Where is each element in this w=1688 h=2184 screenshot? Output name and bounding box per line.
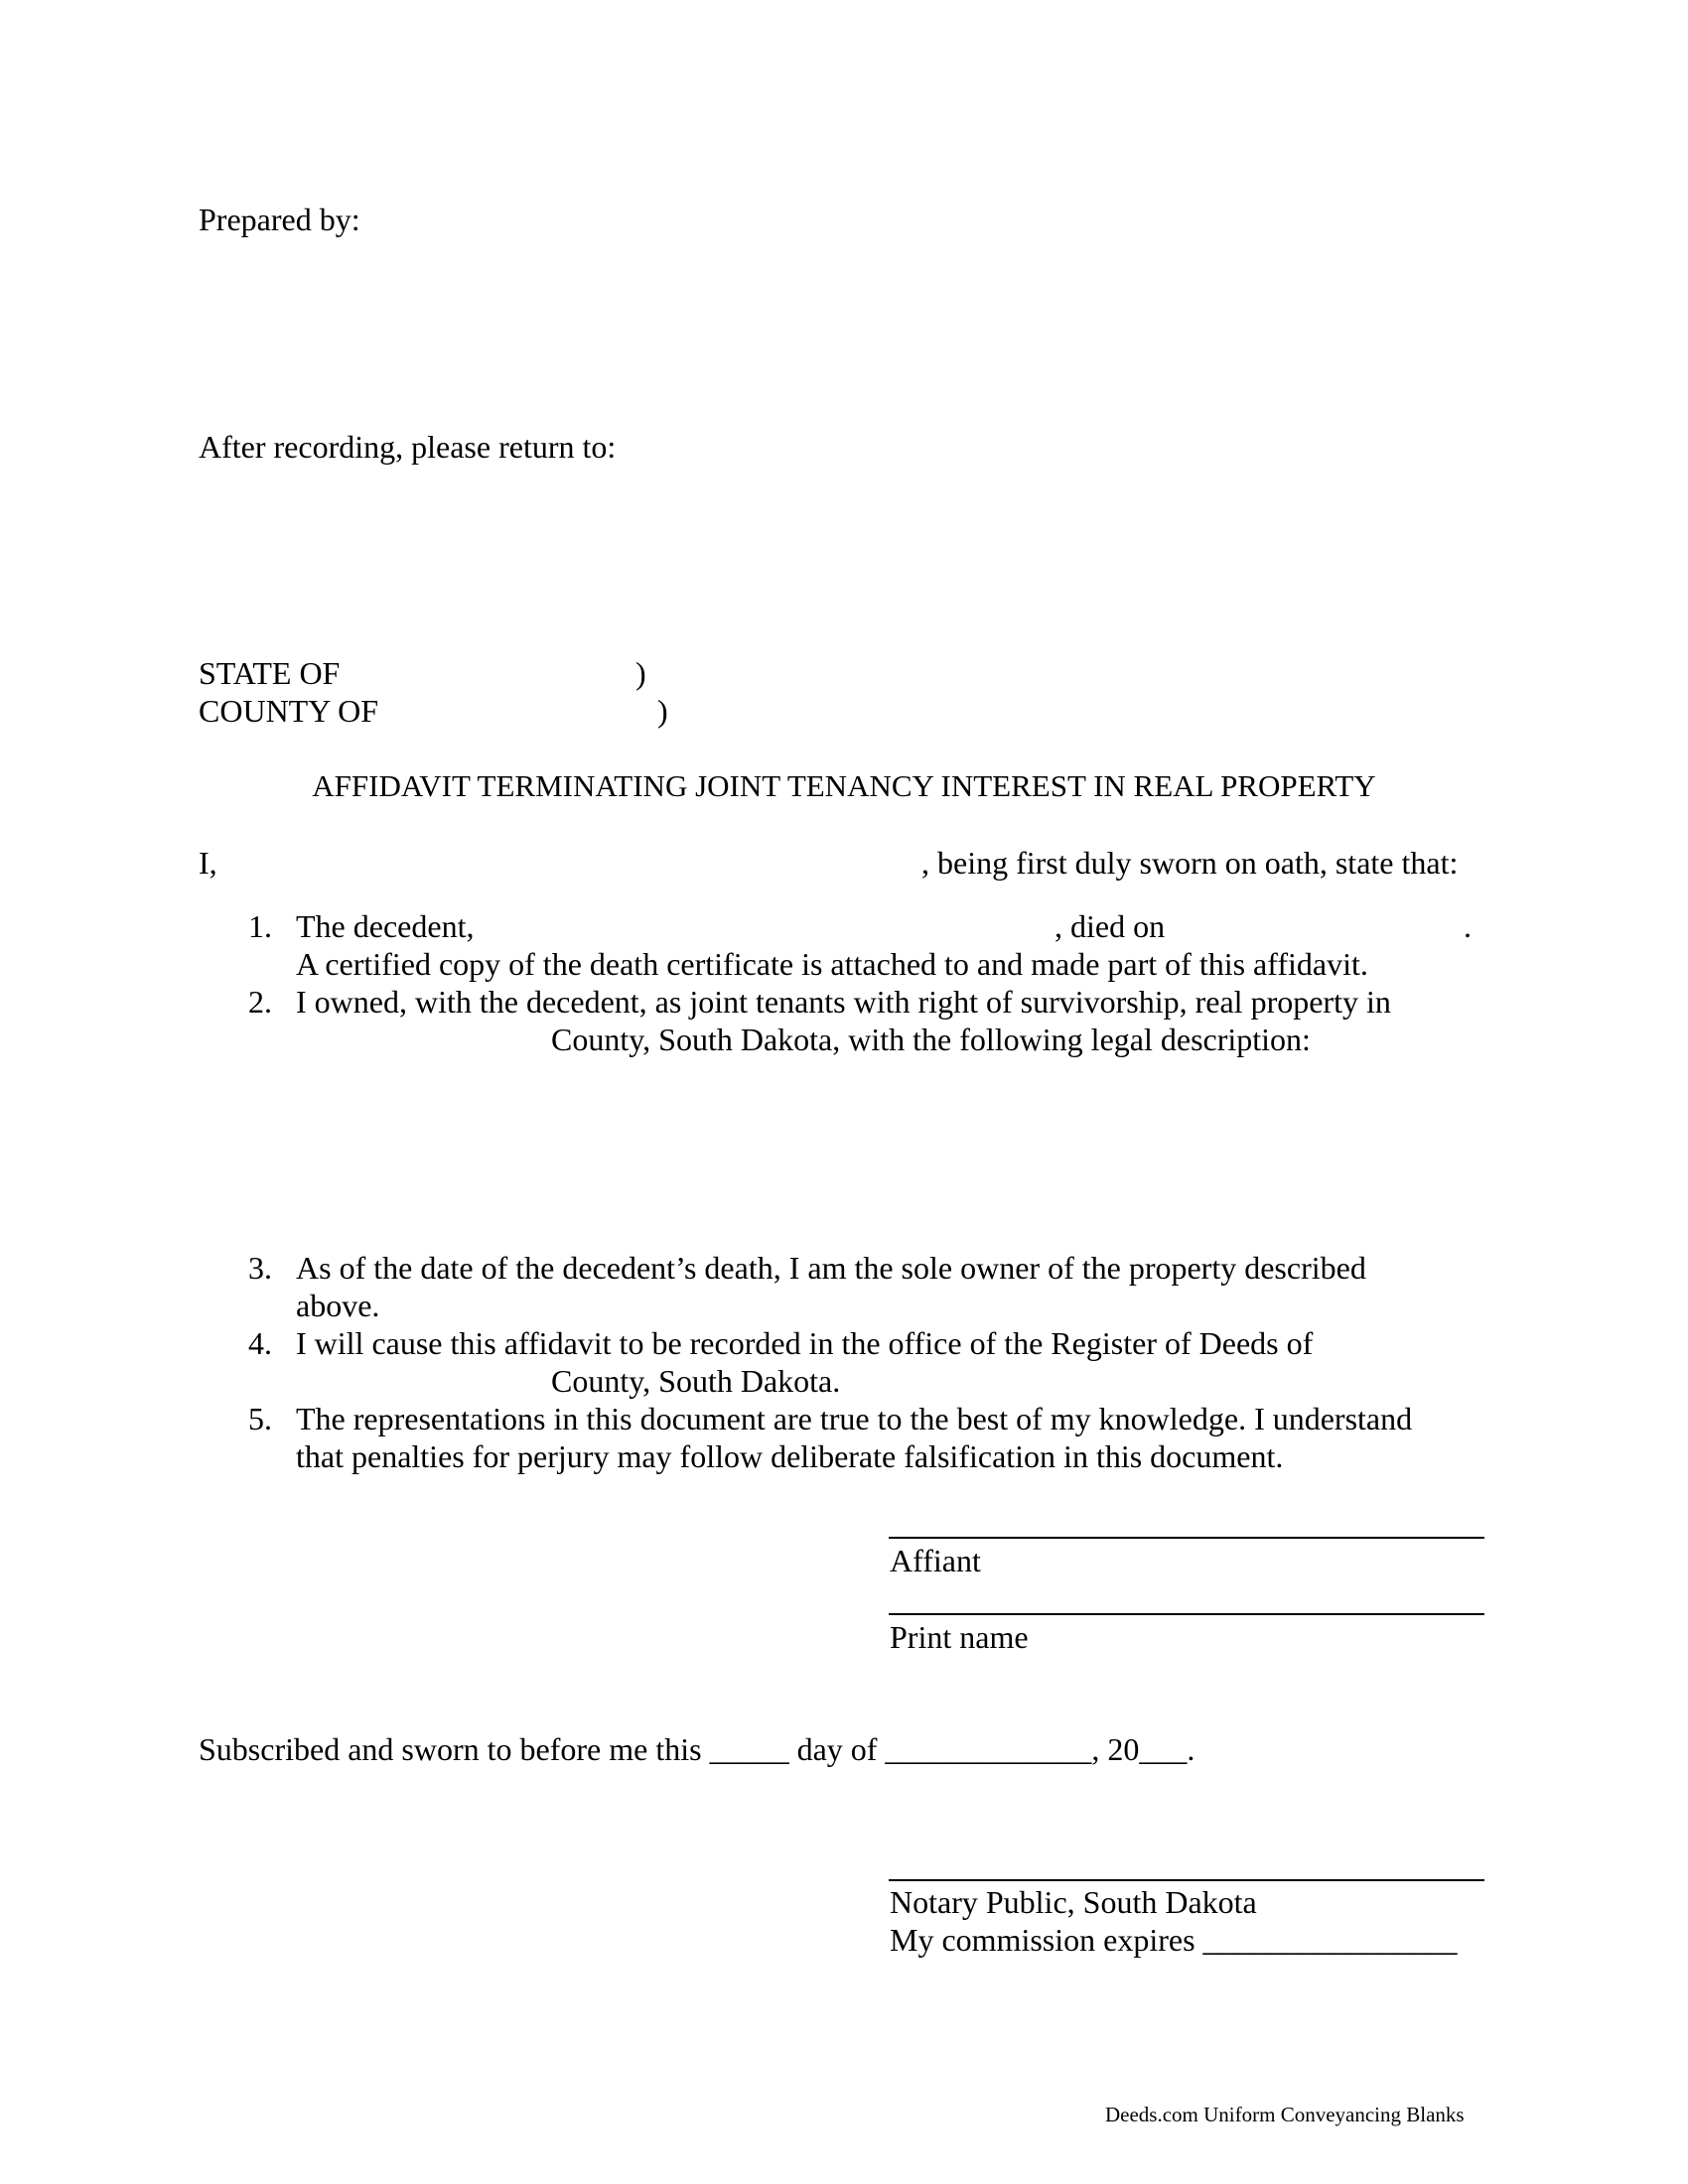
item-4-line2: County, South Dakota. bbox=[551, 1363, 841, 1399]
item-1-number: 1. bbox=[248, 908, 272, 944]
notary-commission: My commission expires ________________ bbox=[890, 1922, 1458, 1958]
county-paren: ) bbox=[657, 693, 668, 729]
notary-signature-line bbox=[889, 1879, 1484, 1881]
print-name-label: Print name bbox=[890, 1619, 1029, 1655]
item-1-prefix: The decedent, bbox=[296, 908, 475, 944]
intro-suffix: , being first duly sworn on oath, state that: bbox=[921, 845, 1459, 881]
item-2-number: 2. bbox=[248, 984, 272, 1020]
item-5-line1: The representations in this document are true to the best of my knowledge. I understand bbox=[296, 1401, 1413, 1436]
footer-credit: Deeds.com Uniform Conveyancing Blanks bbox=[1105, 2103, 1465, 2126]
county-label: COUNTY OF bbox=[199, 693, 379, 729]
notary-title: Notary Public, South Dakota bbox=[890, 1884, 1257, 1920]
item-5-line2: that penalties for perjury may follow deliberate falsification in this document. bbox=[296, 1438, 1284, 1474]
prepared-by-label: Prepared by: bbox=[199, 202, 360, 237]
item-5-number: 5. bbox=[248, 1401, 272, 1436]
jurat-text: Subscribed and sworn to before me this _____ day of _____________, 20___. bbox=[199, 1731, 1196, 1767]
item-1-died-on: , died on bbox=[1055, 908, 1166, 944]
affiant-label: Affiant bbox=[890, 1543, 981, 1578]
item-4-number: 4. bbox=[248, 1325, 272, 1361]
item-3-line2: above. bbox=[296, 1288, 380, 1323]
item-3-number: 3. bbox=[248, 1250, 272, 1286]
state-label: STATE OF bbox=[199, 655, 341, 691]
state-paren: ) bbox=[635, 655, 646, 691]
return-to-label: After recording, please return to: bbox=[199, 429, 617, 465]
item-2-line1: I owned, with the decedent, as joint tenants with right of survivorship, real property in bbox=[296, 984, 1391, 1020]
item-1-period: . bbox=[1464, 908, 1472, 944]
item-3-line1: As of the date of the decedent’s death, I am the sole owner of the property described bbox=[296, 1250, 1366, 1286]
item-2-line2: County, South Dakota, with the following legal description: bbox=[551, 1022, 1311, 1057]
affiant-signature-line bbox=[889, 1537, 1484, 1539]
print-name-line bbox=[889, 1613, 1484, 1615]
item-1-line2: A certified copy of the death certificate is attached to and made part of this affidavit. bbox=[296, 946, 1368, 982]
item-4-line1: I will cause this affidavit to be recorded in the office of the Register of Deeds of bbox=[296, 1325, 1314, 1361]
document-title: AFFIDAVIT TERMINATING JOINT TENANCY INTEREST IN REAL PROPERTY bbox=[312, 768, 1376, 803]
intro-prefix: I, bbox=[199, 845, 217, 881]
